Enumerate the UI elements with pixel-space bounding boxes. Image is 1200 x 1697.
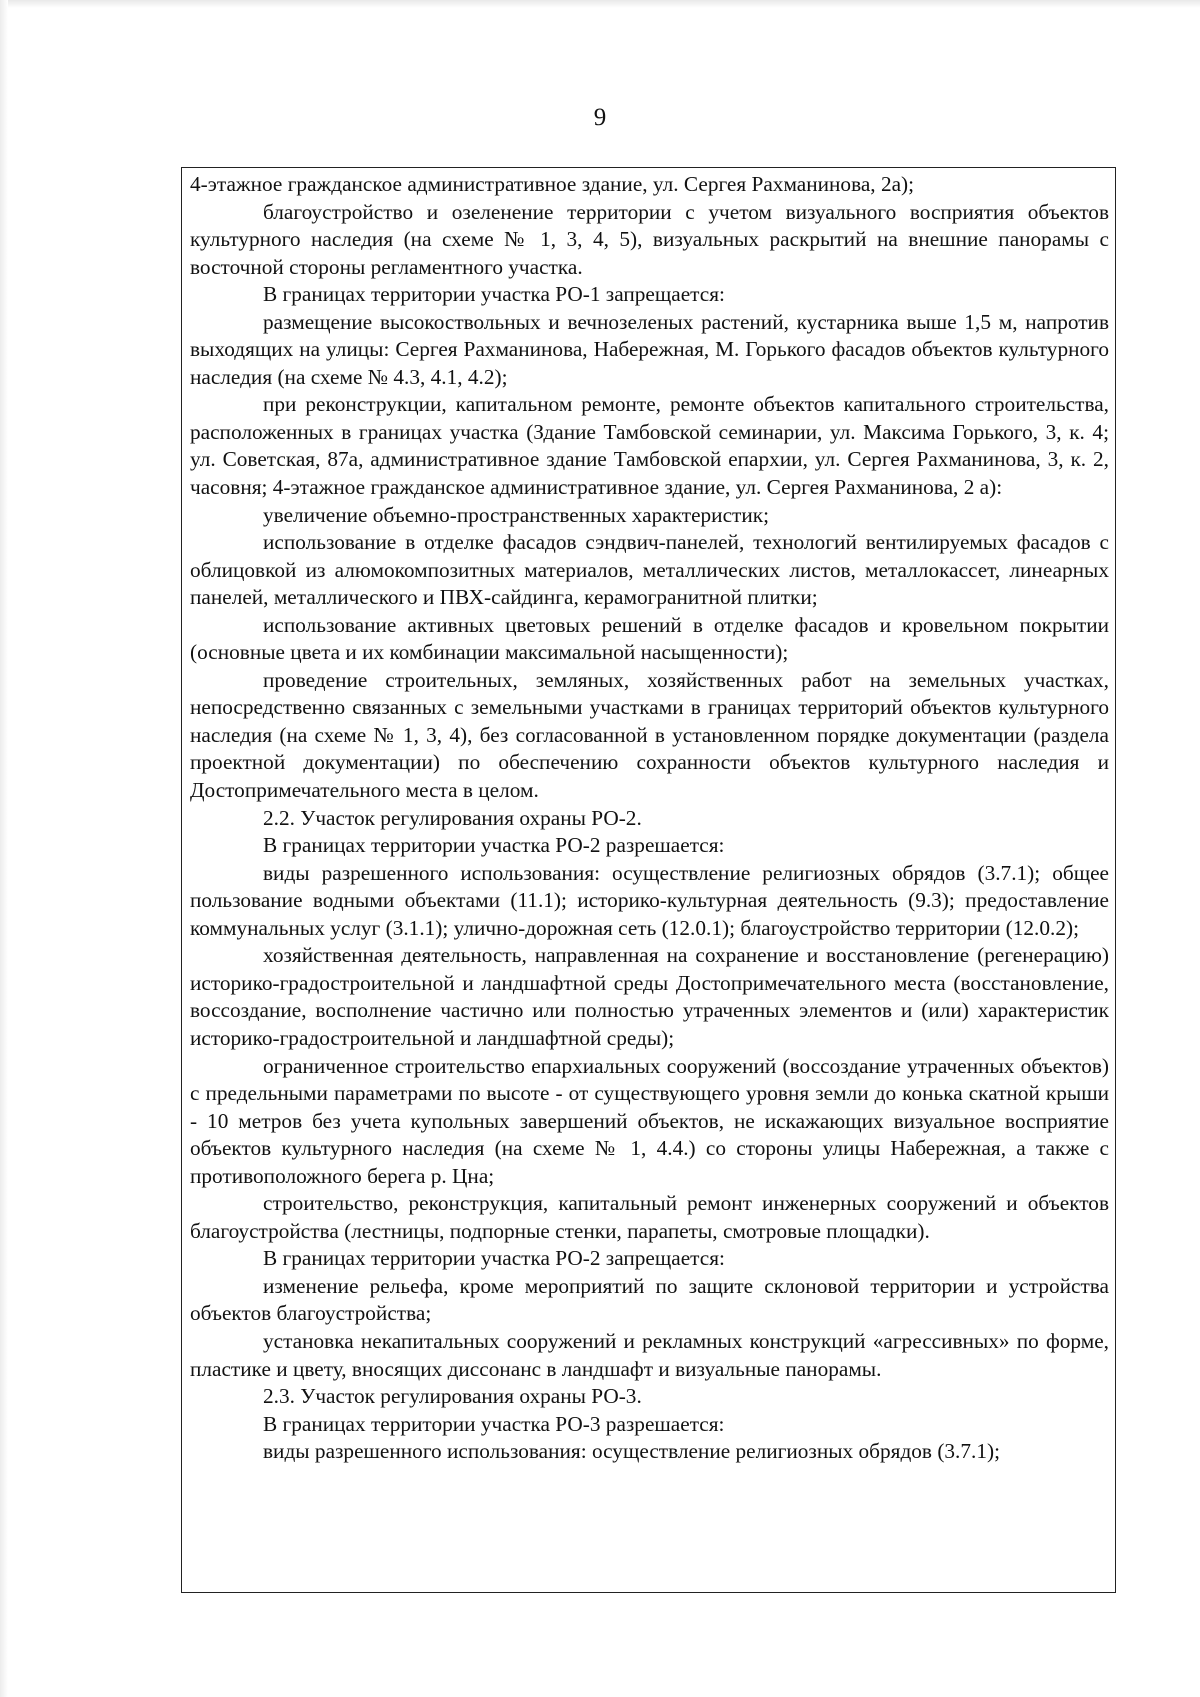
paragraph-14: ограниченное строительство епархиальных сооружений (воссоздание утраченных объектов) с предельными параметрами по высоте - от существующего уровня земли до конька скатной крыши - 10 метров без учета купольных завершений объектов, не искажающих визуальное восприятие объектов культурного наследия (на схеме № 1, 4.4.) со стороны улицы Набережная, а также с противоположного берега р. Цна; (190, 1053, 1109, 1188)
page-number: 9 (593, 104, 607, 131)
paragraph-21: виды разрешенного использования: осуществление религиозных обрядов (3.7.1); (263, 1439, 1001, 1464)
paragraph-12: виды разрешенного использования: осуществление религиозных обрядов (3.7.1); общее пользование водными объектами (11.1); историко-культурная деятельность (9.3); предоставление коммунальных услуг (3.1.1); улично-дорожная сеть (12.0.1); благоустройство территории (12.0.2); (190, 860, 1109, 940)
paragraph-9: проведение строительных, земляных, хозяйственных работ на земельных участках, непосредственно связанных с земельными участками в границах территорий объектов культурного наследия (на схеме № 1, 3, 4), без согласованной в установленном порядке документации (раздела проектной документации) по обеспечению сохранности объектов культурного наследия и Достопримечательного места в целом. (190, 667, 1109, 803)
paragraph-17: изменение рельефа, кроме мероприятий по защите склоновой территории и устройства объектов благоустройства; (190, 1273, 1109, 1326)
paragraph-6: увеличение объемно-пространственных характеристик; (263, 502, 769, 527)
section-heading-2-2: 2.2. Участок регулирования охраны РО-2. (263, 805, 642, 830)
paragraph-3: В границах территории участка РО-1 запрещается: (263, 282, 725, 307)
section-heading-2-3: 2.3. Участок регулирования охраны РО-3. (263, 1384, 642, 1409)
paragraph-5: при реконструкции, капитальном ремонте, ремонте объектов капитального строительства, расположенных в границах участка (Здание Тамбовской семинарии, ул. Максима Горького, 3, к. 4; ул. Советская, 87а, административное здание Тамбовской епархии, ул. Сергея Рахманинова, 3, к. 2, часовня; 4-этажное гражданское административное здание, ул. Сергея Рахманинова, 2 а): (190, 392, 1109, 500)
paragraph-13: хозяйственная деятельность, направленная на сохранение и восстановление (регенерацию) историко-градостроительной и ландшафтной среды Достопримечательного места (восстановление, воссоздание, восполнение частично или полностью утраченных элементов и (или) характеристик историко-градостроительной и ландшафтной среды); (190, 943, 1109, 1050)
paragraph-18: установка некапитальных сооружений и рекламных конструкций «агрессивных» по форме, пластике и цвету, вносящих диссонанс в ландшафт и визуальные панорамы. (190, 1328, 1109, 1381)
paragraph-11: В границах территории участка РО-2 разрешается: (263, 833, 725, 858)
paragraph-20: В границах территории участка РО-3 разрешается: (263, 1411, 725, 1436)
paragraph-16: В границах территории участка РО-2 запрещается: (263, 1246, 725, 1271)
paragraph-15: строительство, реконструкция, капитальный ремонт инженерных сооружений и объектов благоустройства (лестницы, подпорные стенки, парапеты, смотровые площадки). (190, 1191, 1109, 1243)
paragraph-7: использование в отделке фасадов сэндвич-панелей, технологий вентилируемых фасадов с облицовкой из алюмокомпозитных материалов, металлических листов, металлокассет, линеарных панелей, металлического и ПВХ-сайдинга, керамогранитной плитки; (190, 530, 1109, 610)
paragraph-2: благоустройство и озеленение территории с учетом визуального восприятия объектов культурного наследия (на схеме № 1, 3, 4, 5), визуальных раскрытий на внешние панорамы с восточной стороны регламентного участка. (190, 199, 1109, 279)
scan-edge-left (0, 0, 8, 1697)
paragraph-8: использование активных цветовых решений в отделке фасадов и кровельном покрытии (основные цвета и их комбинации максимальной насыщенности); (190, 612, 1109, 665)
content-frame (181, 167, 1116, 1593)
paragraph-4: размещение высокоствольных и вечнозеленых растений, кустарника выше 1,5 м, напротив выходящих на улицы: Сергея Рахманинова, Набережная, М. Горького фасадов объектов культурного наследия (на схеме № 4.3, 4.1, 4.2); (190, 309, 1109, 389)
scan-edge-top (0, 0, 1200, 8)
paragraph-1: 4-этажное гражданское административное здание, ул. Сергея Рахманинова, 2а); (190, 172, 915, 196)
